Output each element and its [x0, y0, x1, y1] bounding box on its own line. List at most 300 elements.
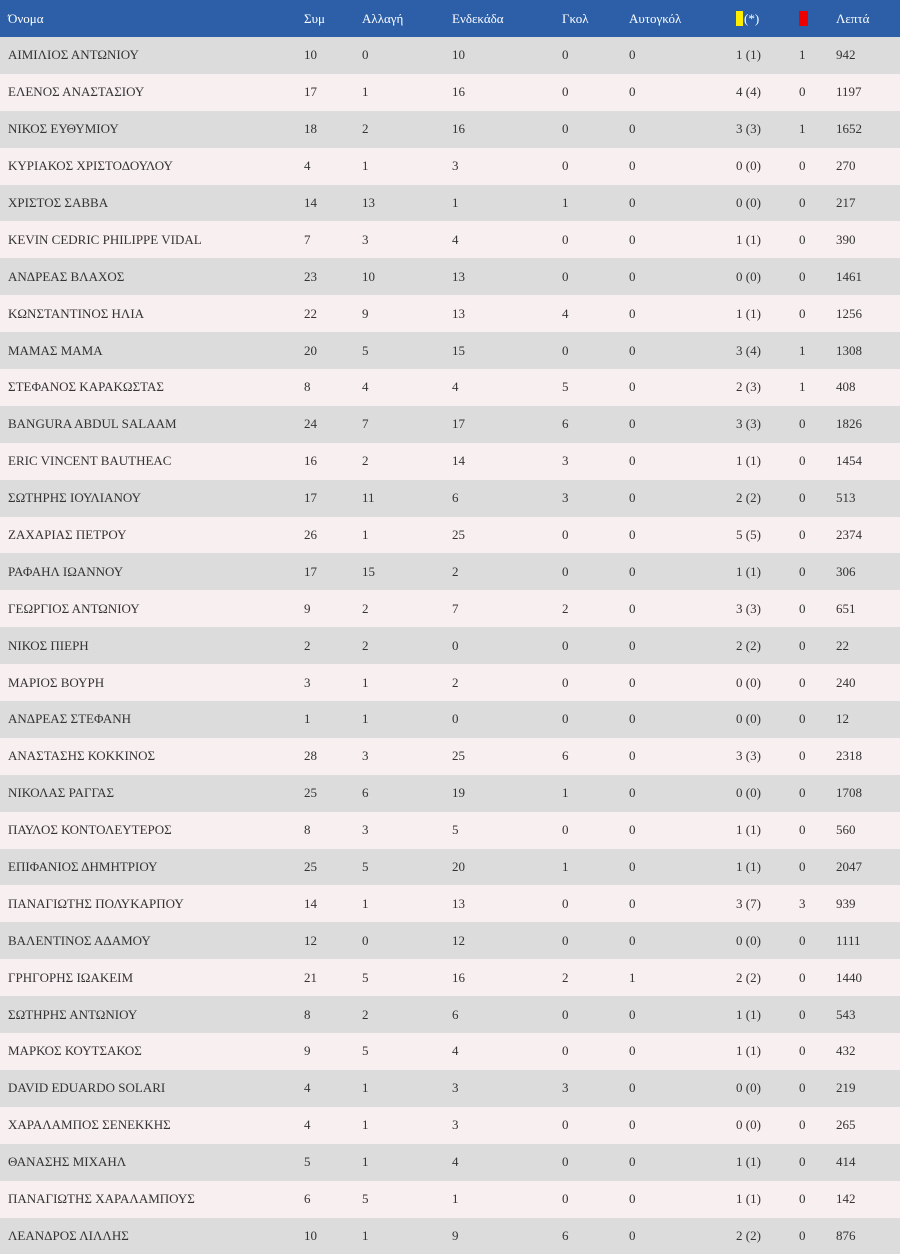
starts-cell: 2 [452, 553, 562, 590]
minutes-cell: 1256 [836, 295, 900, 332]
goals-cell: 0 [562, 148, 629, 185]
yellow-cards-cell: 3 (3) [736, 738, 799, 775]
goals-cell: 0 [562, 258, 629, 295]
player-name-cell[interactable]: ERIC VINCENT BAUTHEAC [0, 443, 304, 480]
own-goals-cell: 0 [629, 812, 736, 849]
apps-cell: 21 [304, 959, 362, 996]
minutes-cell: 2374 [836, 517, 900, 554]
player-name-cell[interactable]: ΜΑΡΙΟΣ ΒΟΥΡΗ [0, 664, 304, 701]
apps-cell: 3 [304, 664, 362, 701]
starts-cell: 4 [452, 369, 562, 406]
apps-cell: 12 [304, 922, 362, 959]
column-header-yellow-cards[interactable] [736, 0, 799, 37]
apps-cell: 17 [304, 480, 362, 517]
table-row [0, 1218, 900, 1254]
starts-cell: 14 [452, 443, 562, 480]
starts-cell: 4 [452, 1033, 562, 1070]
subs-cell: 9 [362, 295, 452, 332]
apps-cell: 23 [304, 258, 362, 295]
table-row [0, 295, 900, 332]
own-goals-cell: 0 [629, 1181, 736, 1218]
red-cards-cell: 0 [799, 590, 836, 627]
red-cards-cell: 0 [799, 148, 836, 185]
yellow-card-icon [736, 11, 743, 26]
subs-cell: 1 [362, 1144, 452, 1181]
minutes-cell: 1826 [836, 406, 900, 443]
column-header-name[interactable]: Όνομα [0, 0, 304, 37]
minutes-cell: 1652 [836, 111, 900, 148]
goals-cell: 6 [562, 406, 629, 443]
own-goals-cell: 0 [629, 775, 736, 812]
starts-cell: 16 [452, 959, 562, 996]
table-row [0, 480, 900, 517]
own-goals-cell: 0 [629, 443, 736, 480]
subs-cell: 5 [362, 1033, 452, 1070]
yellow-cards-cell: 3 (4) [736, 332, 799, 369]
player-name-cell[interactable]: ΝΙΚΟΣ ΠΙΕΡΗ [0, 627, 304, 664]
yellow-cards-suffix: (*) [744, 11, 759, 26]
apps-cell: 2 [304, 627, 362, 664]
apps-cell: 25 [304, 849, 362, 886]
minutes-cell: 651 [836, 590, 900, 627]
own-goals-cell: 0 [629, 517, 736, 554]
goals-cell: 0 [562, 664, 629, 701]
yellow-cards-cell: 1 (1) [736, 812, 799, 849]
subs-cell: 2 [362, 443, 452, 480]
own-goals-cell: 0 [629, 849, 736, 886]
table-row [0, 849, 900, 886]
player-name-cell[interactable]: ΜΑΜΑΣ ΜΑΜΑ [0, 332, 304, 369]
player-name-cell[interactable]: ΑΝΑΣΤΑΣΗΣ ΚΟΚΚΙΝΟΣ [0, 738, 304, 775]
own-goals-cell: 1 [629, 959, 736, 996]
yellow-cards-cell: 0 (0) [736, 185, 799, 222]
red-cards-cell: 0 [799, 849, 836, 886]
starts-cell: 0 [452, 701, 562, 738]
subs-cell: 5 [362, 849, 452, 886]
subs-cell: 15 [362, 553, 452, 590]
own-goals-cell: 0 [629, 111, 736, 148]
yellow-cards-cell: 2 (2) [736, 959, 799, 996]
player-name-cell[interactable]: ΡΑΦΑΗΛ ΙΩΑΝΝΟΥ [0, 553, 304, 590]
apps-cell: 14 [304, 885, 362, 922]
column-header-minutes[interactable]: Λεπτά [836, 0, 900, 37]
apps-cell: 16 [304, 443, 362, 480]
apps-cell: 8 [304, 369, 362, 406]
player-name-cell[interactable]: ΜΑΡΚΟΣ ΚΟΥΤΣΑΚΟΣ [0, 1033, 304, 1070]
starts-cell: 1 [452, 1181, 562, 1218]
table-row [0, 775, 900, 812]
minutes-cell: 1111 [836, 922, 900, 959]
minutes-cell: 270 [836, 148, 900, 185]
table-row [0, 1107, 900, 1144]
red-cards-cell: 0 [799, 443, 836, 480]
starts-cell: 1 [452, 185, 562, 222]
yellow-cards-cell: 1 (1) [736, 553, 799, 590]
table-row [0, 1181, 900, 1218]
subs-cell: 2 [362, 590, 452, 627]
starts-cell: 3 [452, 148, 562, 185]
subs-cell: 1 [362, 74, 452, 111]
red-cards-cell: 0 [799, 996, 836, 1033]
minutes-cell: 240 [836, 664, 900, 701]
apps-cell: 17 [304, 553, 362, 590]
subs-cell: 3 [362, 221, 452, 258]
red-cards-cell: 0 [799, 553, 836, 590]
table-row [0, 553, 900, 590]
red-cards-cell: 0 [799, 775, 836, 812]
red-cards-cell: 0 [799, 1070, 836, 1107]
player-name-cell[interactable]: ΓΡΗΓΟΡΗΣ ΙΩΑΚΕΙΜ [0, 959, 304, 996]
red-cards-cell: 0 [799, 922, 836, 959]
goals-cell: 0 [562, 812, 629, 849]
subs-cell: 5 [362, 332, 452, 369]
yellow-cards-cell: 1 (1) [736, 443, 799, 480]
red-cards-cell: 0 [799, 959, 836, 996]
goals-cell: 3 [562, 1070, 629, 1107]
goals-cell: 1 [562, 775, 629, 812]
table-row [0, 885, 900, 922]
apps-cell: 9 [304, 590, 362, 627]
minutes-cell: 219 [836, 1070, 900, 1107]
table-row [0, 959, 900, 996]
goals-cell: 6 [562, 738, 629, 775]
red-cards-cell: 0 [799, 738, 836, 775]
red-cards-cell: 1 [799, 37, 836, 74]
starts-cell: 19 [452, 775, 562, 812]
apps-cell: 6 [304, 1181, 362, 1218]
player-name-cell[interactable]: ΑΙΜΙΛΙΟΣ ΑΝΤΩΝΙΟΥ [0, 37, 304, 74]
starts-cell: 3 [452, 1107, 562, 1144]
subs-cell: 5 [362, 1181, 452, 1218]
column-header-apps[interactable]: Συμ [304, 0, 362, 37]
player-name-cell[interactable]: ΣΩΤΗΡΗΣ ΑΝΤΩΝΙΟΥ [0, 996, 304, 1033]
player-name-cell[interactable]: ΝΙΚΟΛΑΣ ΡΑΓΓΑΣ [0, 775, 304, 812]
goals-cell: 0 [562, 332, 629, 369]
starts-cell: 7 [452, 590, 562, 627]
table-row [0, 1144, 900, 1181]
starts-cell: 4 [452, 221, 562, 258]
starts-cell: 5 [452, 812, 562, 849]
table-row [0, 111, 900, 148]
yellow-cards-cell: 1 (1) [736, 295, 799, 332]
goals-cell: 0 [562, 111, 629, 148]
red-cards-cell: 0 [799, 1218, 836, 1254]
red-cards-cell: 3 [799, 885, 836, 922]
starts-cell: 13 [452, 295, 562, 332]
starts-cell: 9 [452, 1218, 562, 1254]
yellow-cards-cell: 0 (0) [736, 922, 799, 959]
player-name-cell[interactable]: ΧΡΙΣΤΟΣ ΣΑΒΒΑ [0, 185, 304, 222]
subs-cell: 1 [362, 148, 452, 185]
table-row [0, 185, 900, 222]
minutes-cell: 876 [836, 1218, 900, 1254]
column-header-goals[interactable]: Γκολ [562, 0, 629, 37]
goals-cell: 0 [562, 701, 629, 738]
goals-cell: 0 [562, 74, 629, 111]
minutes-cell: 12 [836, 701, 900, 738]
subs-cell: 1 [362, 701, 452, 738]
minutes-cell: 1308 [836, 332, 900, 369]
player-name-cell[interactable]: ΝΙΚΟΣ ΕΥΘΥΜΙΟΥ [0, 111, 304, 148]
goals-cell: 1 [562, 849, 629, 886]
player-name-cell[interactable]: ΕΠΙΦΑΝΙΟΣ ΔΗΜΗΤΡΙΟΥ [0, 849, 304, 886]
yellow-cards-cell: 1 (1) [736, 1181, 799, 1218]
starts-cell: 6 [452, 996, 562, 1033]
own-goals-cell: 0 [629, 553, 736, 590]
apps-cell: 8 [304, 996, 362, 1033]
subs-cell: 6 [362, 775, 452, 812]
minutes-cell: 306 [836, 553, 900, 590]
apps-cell: 10 [304, 1218, 362, 1254]
player-name-cell[interactable]: ΑΝΔΡΕΑΣ ΣΤΕΦΑΝΗ [0, 701, 304, 738]
red-cards-cell: 1 [799, 332, 836, 369]
own-goals-cell: 0 [629, 480, 736, 517]
yellow-cards-cell: 3 (3) [736, 406, 799, 443]
goals-cell: 5 [562, 369, 629, 406]
subs-cell: 13 [362, 185, 452, 222]
own-goals-cell: 0 [629, 1070, 736, 1107]
own-goals-cell: 0 [629, 590, 736, 627]
player-name-cell[interactable]: ΘΑΝΑΣΗΣ ΜΙΧΑΗΛ [0, 1144, 304, 1181]
goals-cell: 0 [562, 1181, 629, 1218]
red-cards-cell: 0 [799, 74, 836, 111]
yellow-cards-cell: 3 (7) [736, 885, 799, 922]
starts-cell: 17 [452, 406, 562, 443]
starts-cell: 25 [452, 738, 562, 775]
player-name-cell[interactable]: ΛΕΑΝΔΡΟΣ ΛΙΛΛΗΣ [0, 1218, 304, 1254]
red-cards-cell: 0 [799, 812, 836, 849]
starts-cell: 12 [452, 922, 562, 959]
column-header-red-cards[interactable] [799, 0, 836, 37]
player-name-cell[interactable]: ΖΑΧΑΡΙΑΣ ΠΕΤΡΟΥ [0, 517, 304, 554]
goals-cell: 2 [562, 590, 629, 627]
red-cards-cell: 0 [799, 627, 836, 664]
goals-cell: 0 [562, 1107, 629, 1144]
red-cards-cell: 0 [799, 295, 836, 332]
starts-cell: 16 [452, 111, 562, 148]
player-name-cell[interactable]: ΒΑΛΕΝΤΙΝΟΣ ΑΔΑΜΟΥ [0, 922, 304, 959]
subs-cell: 1 [362, 664, 452, 701]
yellow-cards-cell: 1 (1) [736, 221, 799, 258]
goals-cell: 0 [562, 37, 629, 74]
subs-cell: 10 [362, 258, 452, 295]
own-goals-cell: 0 [629, 738, 736, 775]
table-row [0, 590, 900, 627]
own-goals-cell: 0 [629, 1033, 736, 1070]
minutes-cell: 942 [836, 37, 900, 74]
subs-cell: 4 [362, 369, 452, 406]
yellow-cards-cell: 1 (1) [736, 1144, 799, 1181]
player-name-cell[interactable]: ΠΑΝΑΓΙΩΤΗΣ ΠΟΛΥΚΑΡΠΟΥ [0, 885, 304, 922]
yellow-cards-cell: 0 (0) [736, 1070, 799, 1107]
red-cards-cell: 0 [799, 221, 836, 258]
minutes-cell: 432 [836, 1033, 900, 1070]
subs-cell: 2 [362, 627, 452, 664]
apps-cell: 9 [304, 1033, 362, 1070]
apps-cell: 18 [304, 111, 362, 148]
own-goals-cell: 0 [629, 701, 736, 738]
player-name-cell[interactable]: DAVID EDUARDO SOLARI [0, 1070, 304, 1107]
red-cards-cell: 0 [799, 1107, 836, 1144]
red-cards-cell: 0 [799, 517, 836, 554]
own-goals-cell: 0 [629, 1107, 736, 1144]
table-row [0, 332, 900, 369]
goals-cell: 3 [562, 480, 629, 517]
yellow-cards-cell: 4 (4) [736, 74, 799, 111]
subs-cell: 1 [362, 885, 452, 922]
table-row [0, 37, 900, 74]
subs-cell: 3 [362, 738, 452, 775]
player-name-cell[interactable]: ΑΝΔΡΕΑΣ ΒΛΑΧΟΣ [0, 258, 304, 295]
subs-cell: 0 [362, 37, 452, 74]
table-row [0, 148, 900, 185]
minutes-cell: 22 [836, 627, 900, 664]
own-goals-cell: 0 [629, 1144, 736, 1181]
minutes-cell: 217 [836, 185, 900, 222]
yellow-cards-cell: 2 (2) [736, 627, 799, 664]
yellow-cards-cell: 0 (0) [736, 775, 799, 812]
red-cards-cell: 0 [799, 1144, 836, 1181]
player-name-cell[interactable]: BANGURA ABDUL SALAAM [0, 406, 304, 443]
own-goals-cell: 0 [629, 996, 736, 1033]
own-goals-cell: 0 [629, 922, 736, 959]
column-header-subs[interactable]: Αλλαγή [362, 0, 452, 37]
yellow-cards-cell: 0 (0) [736, 148, 799, 185]
own-goals-cell: 0 [629, 369, 736, 406]
table-row [0, 922, 900, 959]
minutes-cell: 1440 [836, 959, 900, 996]
goals-cell: 4 [562, 295, 629, 332]
own-goals-cell: 0 [629, 148, 736, 185]
player-name-cell[interactable]: ΚΥΡΙΑΚΟΣ ΧΡΙΣΤΟΔΟΥΛΟΥ [0, 148, 304, 185]
yellow-cards-cell: 0 (0) [736, 664, 799, 701]
subs-cell: 1 [362, 1218, 452, 1254]
red-cards-cell: 1 [799, 369, 836, 406]
column-header-own-goals[interactable]: Αυτογκόλ [629, 0, 736, 37]
goals-cell: 0 [562, 885, 629, 922]
red-cards-cell: 0 [799, 185, 836, 222]
apps-cell: 4 [304, 1107, 362, 1144]
minutes-cell: 513 [836, 480, 900, 517]
table-row [0, 664, 900, 701]
own-goals-cell: 0 [629, 295, 736, 332]
apps-cell: 17 [304, 74, 362, 111]
minutes-cell: 543 [836, 996, 900, 1033]
red-card-icon [799, 11, 808, 26]
table-body [0, 37, 900, 1254]
goals-cell: 0 [562, 553, 629, 590]
subs-cell: 3 [362, 812, 452, 849]
table-row [0, 812, 900, 849]
yellow-cards-cell: 0 (0) [736, 1107, 799, 1144]
apps-cell: 22 [304, 295, 362, 332]
subs-cell: 0 [362, 922, 452, 959]
starts-cell: 13 [452, 258, 562, 295]
yellow-cards-cell: 2 (2) [736, 1218, 799, 1254]
player-name-cell[interactable]: ΧΑΡΑΛΑΜΠΟΣ ΣΕΝΕΚΚΗΣ [0, 1107, 304, 1144]
player-name-cell[interactable]: ΚΩΝΣΤΑΝΤΙΝΟΣ ΗΛΙΑ [0, 295, 304, 332]
apps-cell: 4 [304, 148, 362, 185]
minutes-cell: 1461 [836, 258, 900, 295]
subs-cell: 2 [362, 111, 452, 148]
red-cards-cell: 0 [799, 258, 836, 295]
table-row [0, 258, 900, 295]
yellow-cards-cell: 0 (0) [736, 701, 799, 738]
goals-cell: 0 [562, 627, 629, 664]
starts-cell: 15 [452, 332, 562, 369]
goals-cell: 2 [562, 959, 629, 996]
minutes-cell: 2318 [836, 738, 900, 775]
table-row [0, 738, 900, 775]
yellow-cards-cell: 1 (1) [736, 1033, 799, 1070]
minutes-cell: 414 [836, 1144, 900, 1181]
red-cards-cell: 0 [799, 664, 836, 701]
apps-cell: 26 [304, 517, 362, 554]
player-name-cell[interactable]: KEVIN CEDRIC PHILIPPE VIDAL [0, 221, 304, 258]
own-goals-cell: 0 [629, 37, 736, 74]
goals-cell: 0 [562, 221, 629, 258]
own-goals-cell: 0 [629, 1218, 736, 1254]
own-goals-cell: 0 [629, 185, 736, 222]
red-cards-cell: 0 [799, 406, 836, 443]
player-name-cell[interactable]: ΠΑΝΑΓΙΩΤΗΣ ΧΑΡΑΛΑΜΠΟΥΣ [0, 1181, 304, 1218]
own-goals-cell: 0 [629, 885, 736, 922]
apps-cell: 25 [304, 775, 362, 812]
column-header-starts[interactable]: Ενδεκάδα [452, 0, 562, 37]
goals-cell: 0 [562, 1033, 629, 1070]
minutes-cell: 408 [836, 369, 900, 406]
subs-cell: 2 [362, 996, 452, 1033]
yellow-cards-cell: 0 (0) [736, 258, 799, 295]
subs-cell: 5 [362, 959, 452, 996]
red-cards-cell: 0 [799, 1181, 836, 1218]
player-name-cell[interactable]: ΣΤΕΦΑΝΟΣ ΚΑΡΑΚΩΣΤΑΣ [0, 369, 304, 406]
starts-cell: 4 [452, 1144, 562, 1181]
subs-cell: 7 [362, 406, 452, 443]
own-goals-cell: 0 [629, 627, 736, 664]
table-row [0, 1070, 900, 1107]
red-cards-cell: 1 [799, 111, 836, 148]
apps-cell: 24 [304, 406, 362, 443]
table-row [0, 701, 900, 738]
goals-cell: 0 [562, 996, 629, 1033]
table-row [0, 627, 900, 664]
own-goals-cell: 0 [629, 406, 736, 443]
table-row [0, 517, 900, 554]
table-row [0, 996, 900, 1033]
minutes-cell: 1708 [836, 775, 900, 812]
player-name-cell[interactable]: ΓΕΩΡΓΙΟΣ ΑΝΤΩΝΙΟΥ [0, 590, 304, 627]
apps-cell: 8 [304, 812, 362, 849]
yellow-cards-cell: 3 (3) [736, 590, 799, 627]
player-name-cell[interactable]: ΠΑΥΛΟΣ ΚΟΝΤΟΛΕΥΤΕΡΟΣ [0, 812, 304, 849]
goals-cell: 6 [562, 1218, 629, 1254]
own-goals-cell: 0 [629, 258, 736, 295]
subs-cell: 11 [362, 480, 452, 517]
apps-cell: 1 [304, 701, 362, 738]
table-row [0, 406, 900, 443]
player-name-cell[interactable]: ΕΛΕΝΟΣ ΑΝΑΣΤΑΣΙΟΥ [0, 74, 304, 111]
own-goals-cell: 0 [629, 332, 736, 369]
yellow-cards-cell: 2 (3) [736, 369, 799, 406]
red-cards-cell: 0 [799, 480, 836, 517]
player-name-cell[interactable]: ΣΩΤΗΡΗΣ ΙΟΥΛΙΑΝΟΥ [0, 480, 304, 517]
minutes-cell: 1197 [836, 74, 900, 111]
apps-cell: 14 [304, 185, 362, 222]
apps-cell: 4 [304, 1070, 362, 1107]
starts-cell: 16 [452, 74, 562, 111]
minutes-cell: 265 [836, 1107, 900, 1144]
